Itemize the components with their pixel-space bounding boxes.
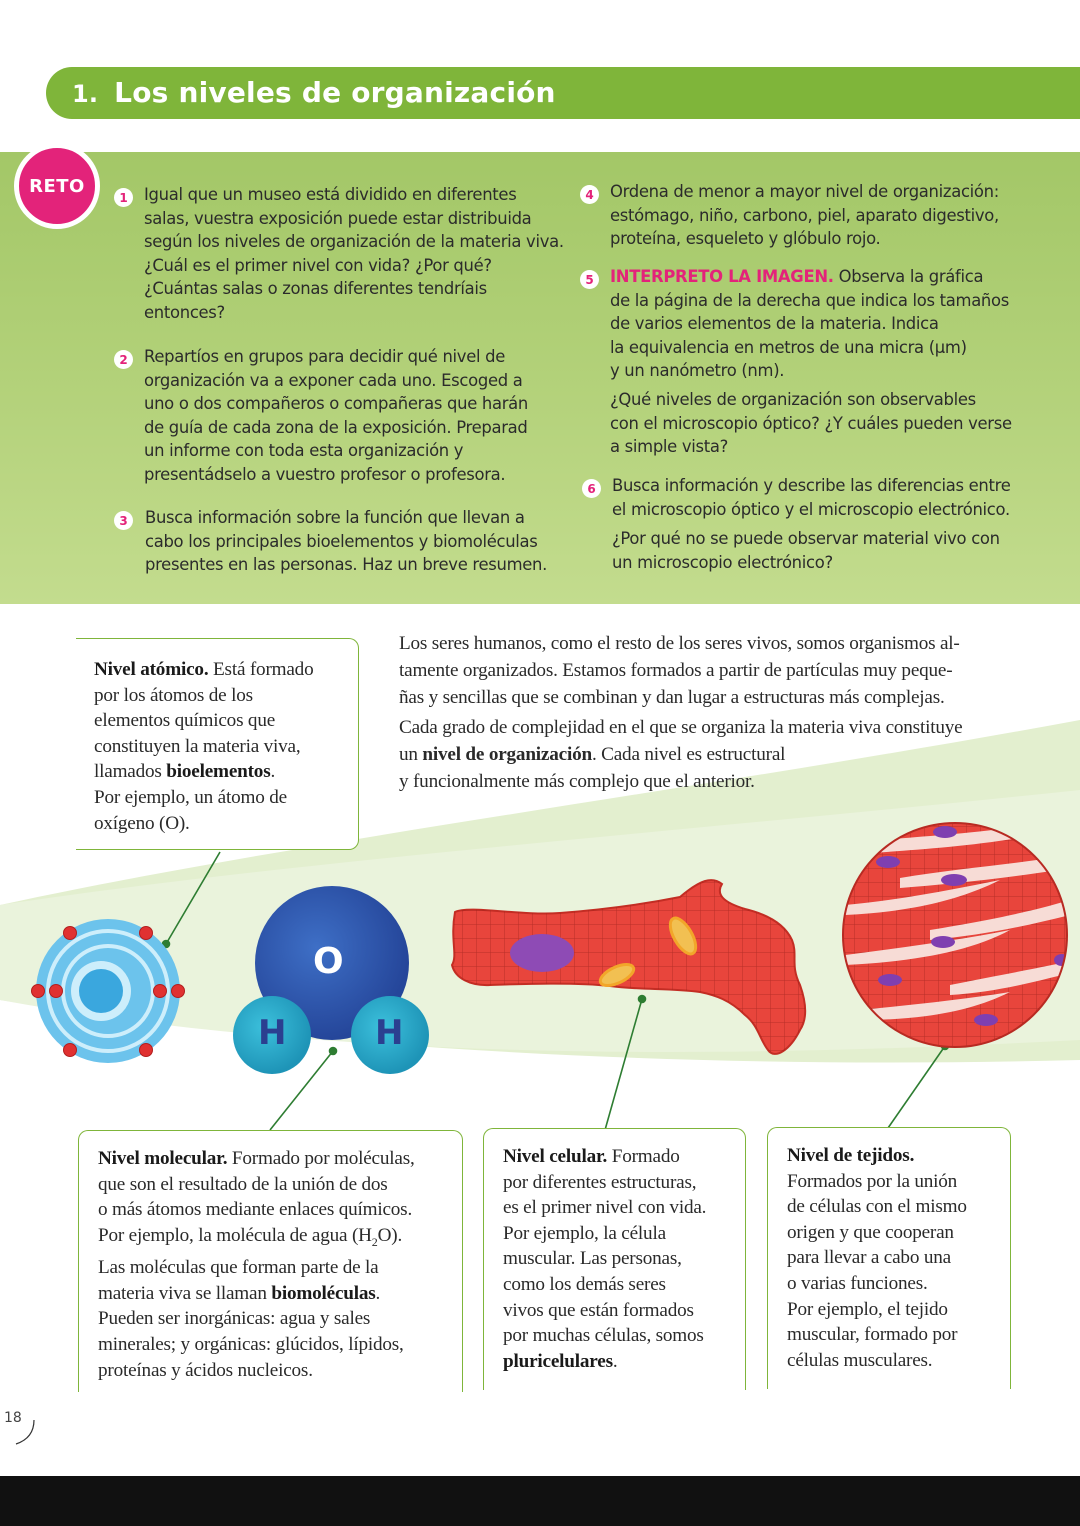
box-text: o varias funciones. [787, 1272, 928, 1294]
box-text: o más átomos mediante enlaces químicos. [98, 1199, 413, 1221]
box-text: para llevar a cabo una [787, 1247, 951, 1269]
box-text: oxígeno (O). [94, 812, 190, 834]
cellular-level-box [483, 1128, 746, 1390]
box-text: minerales; y orgánicas: glúcidos, lípidos, [98, 1333, 404, 1355]
box-text: por diferentes estructuras, [503, 1171, 697, 1193]
box-text: . [270, 761, 276, 783]
q4-line: proteína, esqueleto y glóbulo rojo. [610, 229, 881, 249]
box-text: que son el resultado de la unión de dos [98, 1173, 388, 1195]
box-text: Por ejemplo, la célula [503, 1222, 666, 1244]
question-4 [610, 180, 999, 251]
q2-line: uno o dos compañeros o compañeras que harán [144, 394, 529, 414]
atomic-title: Nivel atómico. [94, 659, 209, 680]
question-1 [144, 183, 564, 325]
box-text: . [612, 1350, 618, 1372]
q5-line: ¿Qué niveles de organización son observables [610, 389, 976, 409]
box-text: como los demás seres [503, 1273, 666, 1295]
box-text: Por ejemplo, la molécula de agua (H [98, 1224, 372, 1246]
box-text: de células con el mismo [787, 1196, 967, 1218]
section-title: Los niveles de organización [114, 76, 556, 109]
atomic-level-box [76, 638, 359, 850]
box-text: es el primer nivel con vida. [503, 1197, 707, 1219]
tissue-title: Nivel de tejidos. [787, 1145, 915, 1166]
q2-line: Repartíos en grupos para decidir qué nivel de [144, 347, 506, 366]
q6-line: el microscopio óptico y el microscopio electrónico. [612, 499, 1010, 519]
box-text: muscular, formado por [787, 1324, 958, 1346]
question-3 [145, 506, 547, 577]
question-2 [144, 345, 528, 487]
box-text: por los átomos de los [94, 684, 253, 706]
q5-line: la equivalencia en metros de una micra (µm) [610, 337, 967, 357]
q3-line: cabo los principales bioelementos y biomoléculas [145, 531, 538, 551]
q2-line: un informe con toda esta organización y [144, 441, 464, 461]
q1-line: salas, vuestra exposición puede estar distribuida [144, 208, 532, 228]
intro-line: ñas y sencillas que se combinan y dan lugar a estructuras más complejas. [399, 687, 945, 708]
q5-line: de varios elementos de la materia. Indica [610, 314, 939, 334]
box-bold-term: bioelementos [166, 761, 271, 783]
q5-line: de la página de la derecha que indica los tamaños [610, 290, 1009, 310]
q3-line: presentes en las personas. Haz un breve resumen. [145, 555, 548, 575]
q3-line: Busca información sobre la función que llevan a [145, 508, 525, 527]
q5-line: a simple vista? [610, 437, 729, 457]
q6-line: Busca información y describe las diferencias entre [612, 476, 1011, 495]
box-text: Formados por la unión [787, 1170, 958, 1192]
question-number-4: 4 [580, 185, 599, 204]
box-text: vivos que están formados [503, 1299, 694, 1321]
box-text: elementos químicos que [94, 710, 276, 732]
cellular-title: Nivel celular. [503, 1146, 608, 1167]
box-text: origen y que cooperan [787, 1221, 954, 1243]
intro-line: y funcionalmente más complejo que el anterior. [399, 771, 755, 792]
box-text: Formado por moléculas, [227, 1148, 415, 1169]
question-number-3: 3 [114, 511, 133, 530]
subscript: 2 [371, 1234, 378, 1249]
box-text: llamados [94, 761, 167, 783]
box-text: proteínas y ácidos nucleicos. [98, 1359, 313, 1381]
hydrogen-label-right: H [375, 1013, 404, 1053]
box-text: Por ejemplo, un átomo de [94, 786, 287, 808]
question-number-5: 5 [580, 270, 599, 289]
box-text: Por ejemplo, el tejido [787, 1298, 948, 1320]
question-6 [612, 474, 1011, 574]
intro-paragraph-2 [399, 714, 1019, 795]
question-number-2: 2 [114, 350, 133, 369]
scan-bottom-edge [0, 1476, 1080, 1526]
box-bold-term: pluricelulares [503, 1350, 613, 1372]
q1-line: ¿Cuál es el primer nivel con vida? ¿Por qué? [144, 255, 492, 275]
page-title [72, 76, 556, 109]
box-text: Está formado [208, 659, 314, 680]
intro-paragraph-1 [399, 630, 1019, 711]
box-text: por muchas células, somos [503, 1325, 704, 1347]
q4-line: Ordena de menor a mayor nivel de organización: [610, 182, 999, 201]
hydrogen-label-left: H [258, 1013, 287, 1053]
box-text: muscular. Las personas, [503, 1248, 682, 1270]
intro-line: Los seres humanos, como el resto de los seres vivos, somos organismos al- [399, 633, 960, 654]
q2-line: de guía de cada zona de la exposición. Preparad [144, 417, 528, 437]
intro-text: . Cada nivel es estructural [591, 744, 786, 765]
box-text: células musculares. [787, 1349, 933, 1371]
box-text: Las moléculas que forman parte de la [98, 1257, 379, 1279]
box-bold-term: biomoléculas [271, 1282, 376, 1304]
q1-line: entonces? [144, 302, 225, 322]
q5-line: con el microscopio óptico? ¿Y cuáles pueden verse [610, 413, 1012, 433]
intro-line: Cada grado de complejidad en el que se organiza la materia viva constituye [399, 717, 963, 738]
q1-line: Igual que un museo está dividido en diferentes [144, 185, 517, 204]
q5-line: Observa la gráfica [833, 267, 984, 286]
intro-text: un [399, 744, 423, 765]
q6-line: un microscopio electrónico? [612, 552, 833, 572]
intro-bold-term: nivel de organización [422, 744, 592, 765]
box-text: constituyen la materia viva, [94, 735, 301, 757]
reto-badge: RETO [14, 143, 100, 229]
molecular-level-box [78, 1130, 463, 1392]
box-text: materia viva se llaman [98, 1282, 272, 1304]
question-number-6: 6 [582, 479, 601, 498]
question-number-1: 1 [114, 188, 133, 207]
intro-line: tamente organizados. Estamos formados a partir de partículas muy peque- [399, 660, 953, 681]
q5-line: y un nanómetro (nm). [610, 361, 785, 381]
q2-line: organización va a exponer cada uno. Escoged a [144, 370, 523, 390]
box-text: O). [377, 1224, 403, 1246]
interpreto-label: INTERPRETO LA IMAGEN. [610, 267, 834, 286]
q1-line: según los niveles de organización de la materia viva. [144, 232, 564, 252]
q1-line: ¿Cuántas salas o zonas diferentes tendríais [144, 279, 487, 299]
question-5 [610, 265, 1012, 459]
q2-line: presentádselo a vuestro profesor o profesora. [144, 464, 506, 484]
box-text: . [375, 1282, 381, 1304]
section-number: 1. [72, 80, 99, 108]
box-text: Pueden ser inorgánicas: agua y sales [98, 1308, 371, 1330]
q6-line: ¿Por qué no se puede observar material vivo con [612, 529, 1000, 549]
page-number: 18 [4, 1410, 22, 1426]
tissue-level-box [767, 1127, 1011, 1389]
oxygen-label: O [313, 941, 344, 982]
molecular-title: Nivel molecular. [98, 1148, 228, 1169]
box-text: Formado [607, 1146, 680, 1167]
q4-line: estómago, niño, carbono, piel, aparato digestivo, [610, 205, 999, 225]
